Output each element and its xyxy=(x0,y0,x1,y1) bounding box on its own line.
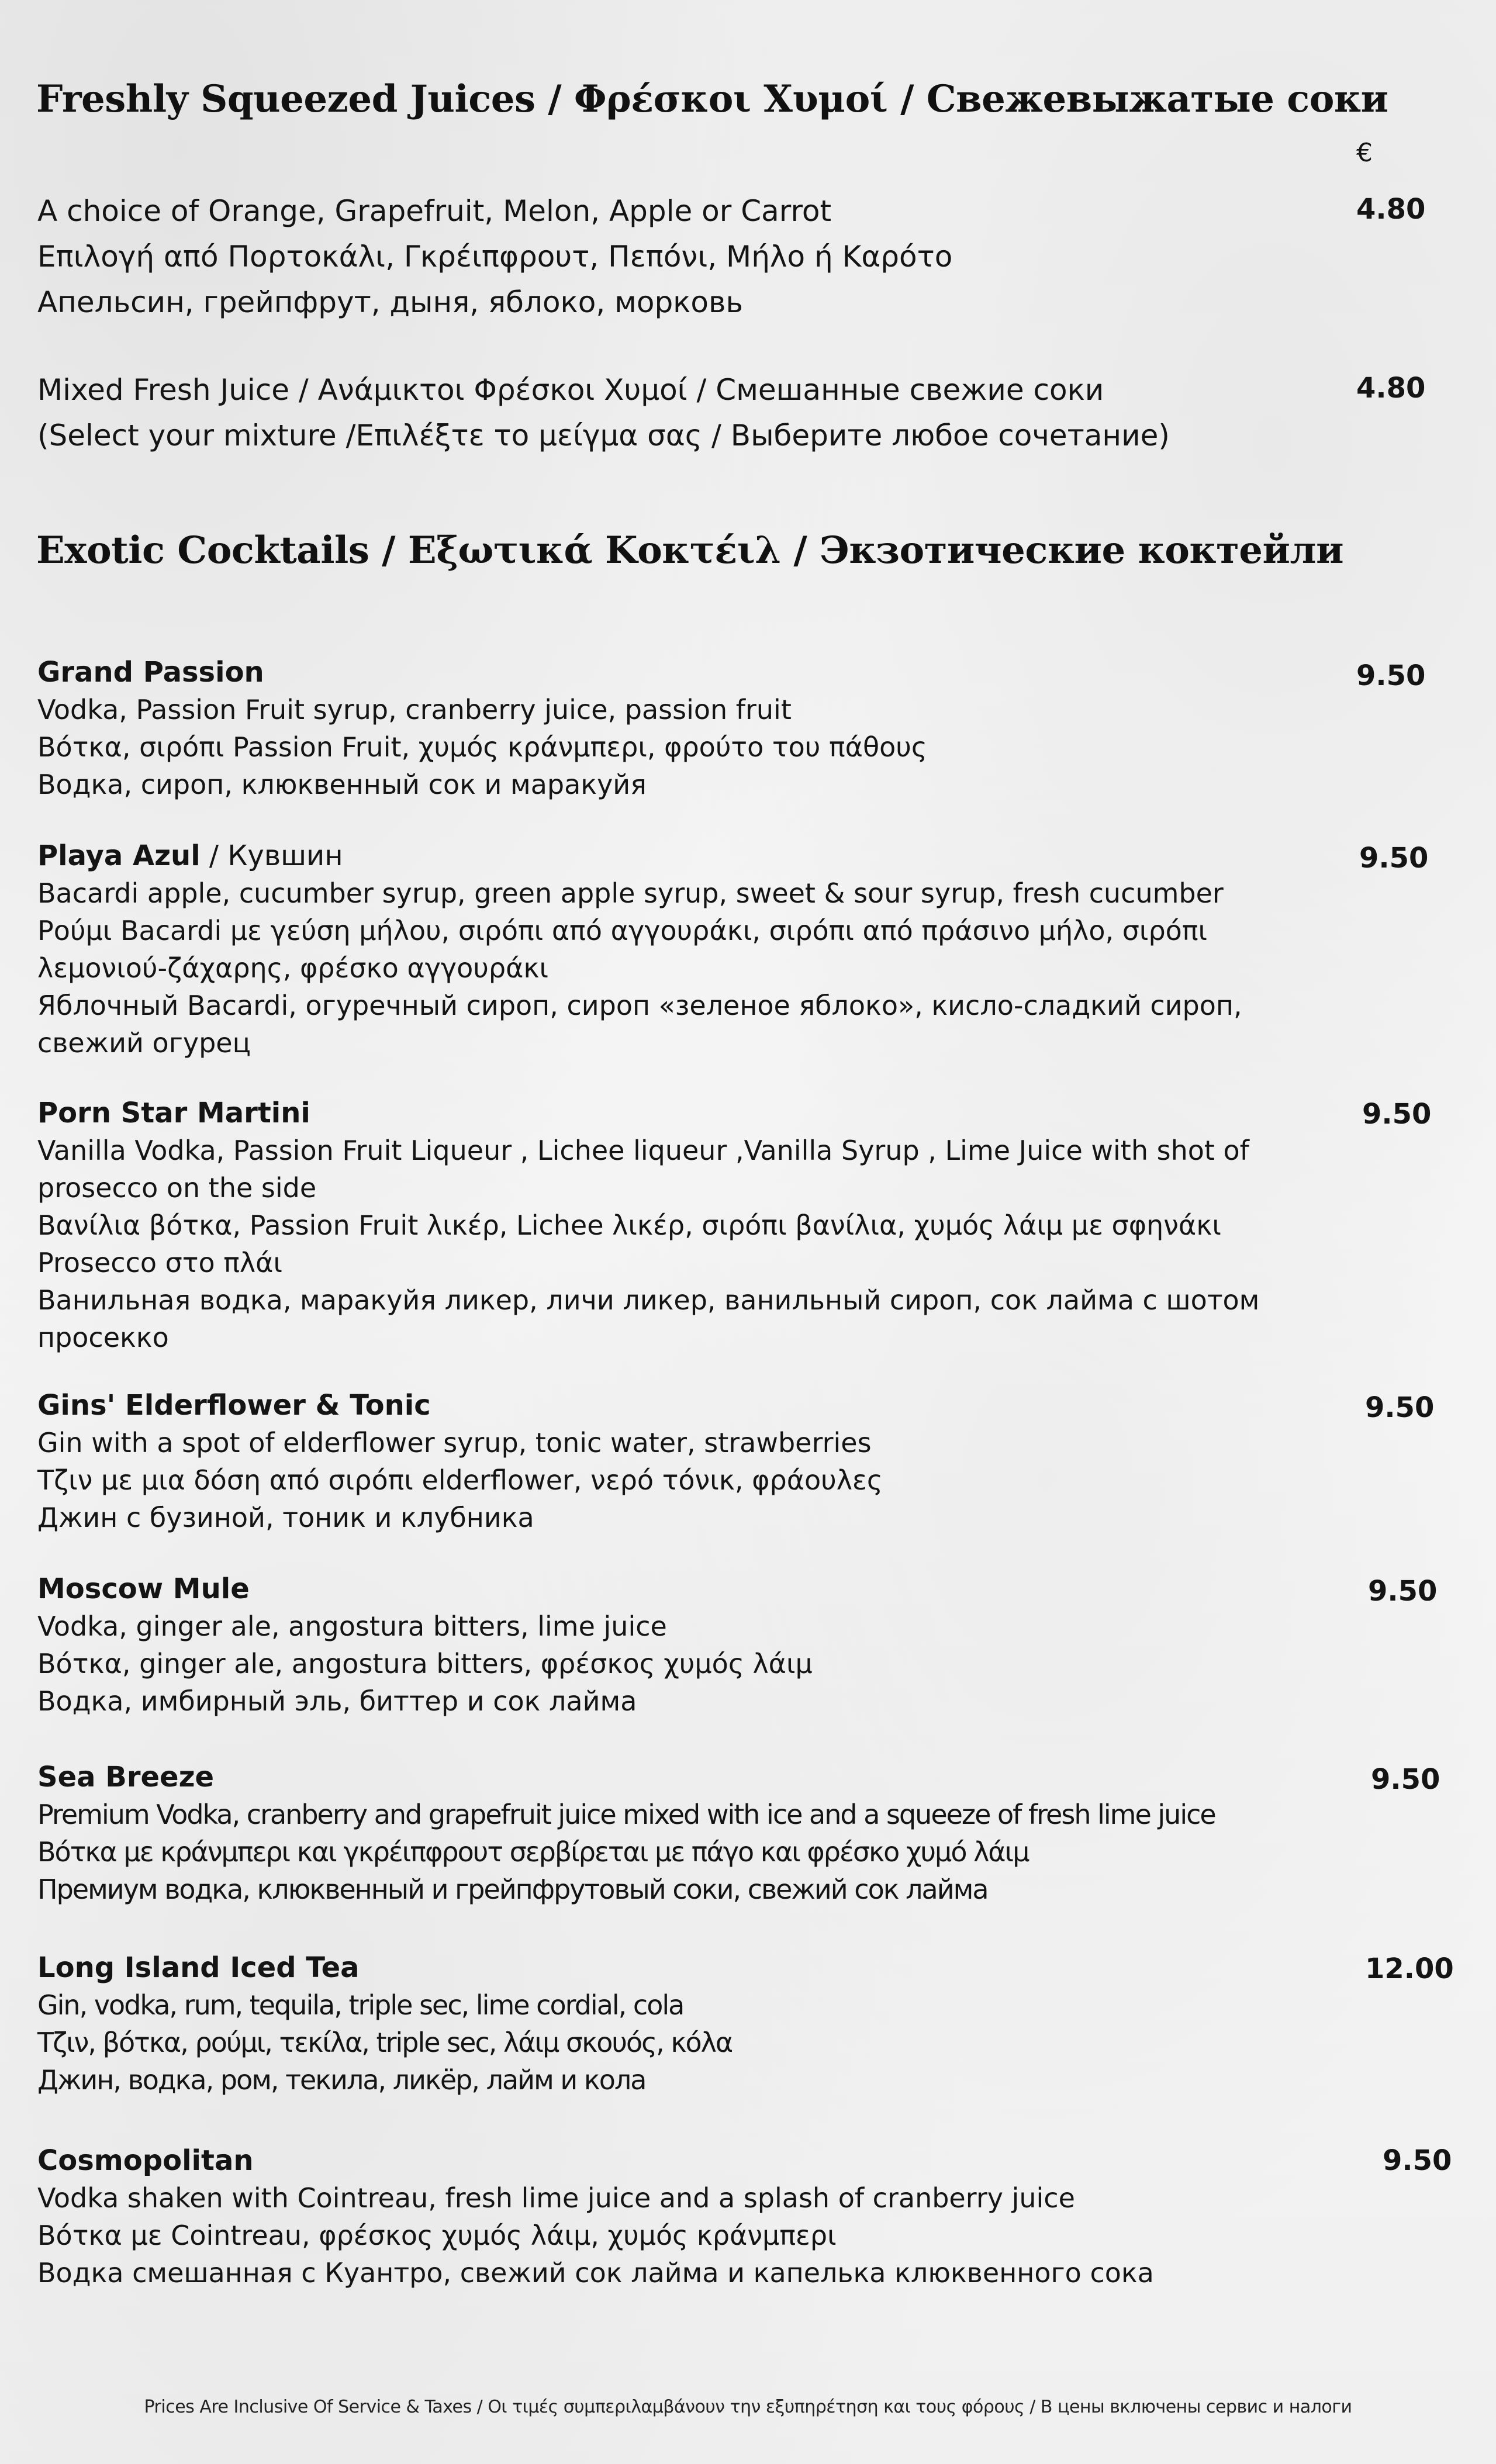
juice-line: (Select your mixture /Επιλέξτε το μείγμα σας / Выберите любое сочетание) xyxy=(37,419,1170,452)
cocktail-item xyxy=(37,1387,1359,1536)
cocktail-name xyxy=(37,1949,1359,1986)
cocktail-name xyxy=(37,2142,1359,2179)
cocktail-desc: λεμονιού-ζάχαρης, φρέσκο αγγουράκι xyxy=(37,952,549,984)
cocktail-desc: Водка смешанная с Куантро, свежий сок лайма и капелька клюквенного сока xyxy=(37,2257,1154,2289)
cocktail-desc: Премиум водка, клюквенный и грейпфрутовый соки, свежий сок лайма xyxy=(37,1874,988,1905)
cocktail-desc: Vodka, ginger ale, angostura bitters, lime juice xyxy=(37,1611,667,1642)
cocktail-name xyxy=(37,1758,1359,1796)
cocktail-name xyxy=(37,1570,1359,1608)
cocktail-desc: Ρούμι Bacardi με γεύση μήλου, σιρόπι από αγγουράκι, σιρόπι από πράσινο μήλο, σιρόπι xyxy=(37,915,1208,946)
cocktail-desc: Яблочный Bacardi, огуречный сироп, сироп «зеленое яблоко», кисло-сладкий сироп, xyxy=(37,990,1242,1021)
cocktail-item xyxy=(37,2142,1359,2292)
juice-price: 4.80 xyxy=(1356,372,1426,405)
cocktail-item xyxy=(37,837,1359,1062)
cocktail-desc: Vanilla Vodka, Passion Fruit Liqueur , Lichee liqueur ,Vanilla Syrup , Lime Juice with shot of xyxy=(37,1135,1249,1166)
cocktail-desc: Водка, имбирный эль, биттер и сок лайма xyxy=(37,1685,637,1717)
cocktail-desc: Водка, сироп, клюквенный сок и маракуйя xyxy=(37,769,647,800)
currency-symbol: € xyxy=(1356,138,1373,168)
footer-note: Prices Are Inclusive Of Service & Taxes / Οι τιμές συμπεριλαμβάνουν την εξυπηρέτηση και τους φόρους / В цены включены сервис и налоги xyxy=(144,2397,1352,2417)
cocktail-desc: просекко xyxy=(37,1322,169,1353)
juice-line: A choice of Orange, Grapefruit, Melon, Apple or Carrot xyxy=(37,194,832,228)
cocktail-name-text: Long Island Iced Tea xyxy=(37,1951,360,1984)
cocktail-desc: Gin with a spot of elderflower syrup, tonic water, strawberries xyxy=(37,1427,872,1459)
juices-heading: Freshly Squeezed Juices / Φρέσκοι Χυμοί / Свежевыжатые соки xyxy=(36,77,1388,121)
cocktail-price: 9.50 xyxy=(1365,1391,1435,1424)
cocktail-name xyxy=(37,1094,1359,1132)
cocktail-name xyxy=(37,654,1359,691)
cocktail-name xyxy=(37,837,1359,875)
juice-line: Mixed Fresh Juice / Ανάμικτοι Φρέσκοι Χυμοί / Смешанные свежие соки xyxy=(37,373,1104,407)
cocktail-desc: Βότκα με Cointreau, φρέσκος χυμός λάιμ, χυμός κράνμπερι xyxy=(37,2220,837,2251)
cocktail-desc: Джин с бузиной, тоник и клубника xyxy=(37,1502,534,1533)
cocktail-price: 9.50 xyxy=(1368,1575,1438,1608)
cocktail-name-text: Grand Passion xyxy=(37,656,264,689)
cocktail-name-text: Cosmopolitan xyxy=(37,2144,254,2177)
cocktail-name-text: Porn Star Martini xyxy=(37,1097,310,1129)
cocktail-desc: Βότκα, ginger ale, angostura bitters, φρέσκος χυμός λάιμ xyxy=(37,1648,813,1679)
cocktail-item xyxy=(37,1758,1359,1908)
cocktail-item xyxy=(37,1570,1359,1720)
cocktail-item xyxy=(37,1094,1359,1356)
juice-line: Апельсин, грейпфрут, дыня, яблоко, морковь xyxy=(37,285,743,319)
cocktail-desc: Βανίλια βότκα, Passion Fruit λικέρ, Lichee λικέρ, σιρόπι βανίλια, χυμός λάιμ με σφηνάκι xyxy=(37,1209,1221,1241)
cocktail-price: 9.50 xyxy=(1359,842,1429,875)
juice-price: 4.80 xyxy=(1356,193,1426,226)
cocktail-desc: Bacardi apple, cucumber syrup, green apple syrup, sweet & sour syrup, fresh cucumber xyxy=(37,877,1224,909)
cocktail-desc: свежий огурец xyxy=(37,1027,251,1059)
cocktail-item xyxy=(37,1949,1359,2099)
cocktail-price: 9.50 xyxy=(1362,1098,1432,1131)
cocktail-price: 9.50 xyxy=(1383,2144,1452,2177)
cocktail-price: 9.50 xyxy=(1356,659,1426,692)
cocktail-desc: Gin, vodka, rum, tequila, triple sec, lime cordial, cola xyxy=(37,1989,684,2021)
cocktail-name-text: Sea Breeze xyxy=(37,1761,215,1793)
cocktail-name-text: Playa Azul xyxy=(37,839,201,872)
juice-line: Επιλογή από Πορτοκάλι, Γκρέιπφρουτ, Πεπόνι, Μήλο ή Καρότο xyxy=(37,240,953,274)
cocktail-price: 9.50 xyxy=(1371,1763,1440,1796)
cocktail-name-text: Moscow Mule xyxy=(37,1573,250,1605)
cocktail-desc: Prosecco στο πλάι xyxy=(37,1247,283,1278)
cocktail-desc: Τζιν με μια δόση από σιρόπι elderflower, νερό τόνικ, φράουλες xyxy=(37,1464,883,1496)
cocktail-name-text: Gins' Elderflower & Tonic xyxy=(37,1389,431,1422)
cocktail-desc: prosecco on the side xyxy=(37,1172,317,1204)
cocktail-desc: Τζιν, βότκα, ρούμι, τεκίλα, triple sec, λάιμ σκουός, κόλα xyxy=(37,2027,733,2058)
juice-item-mixed xyxy=(37,367,1464,458)
cocktail-desc: Vodka, Passion Fruit syrup, cranberry juice, passion fruit xyxy=(37,694,792,725)
cocktail-desc: Premium Vodka, cranberry and grapefruit juice mixed with ice and a squeeze of fresh lime juice xyxy=(37,1799,1215,1830)
cocktail-name-suffix: / Кувшин xyxy=(200,839,343,872)
cocktail-item xyxy=(37,654,1359,803)
cocktail-name xyxy=(37,1387,1359,1424)
cocktail-desc: Βότκα με κράνμπερι και γκρέιπφρουτ σερβίρεται με πάγο και φρέσκο χυμό λάιμ xyxy=(37,1836,1029,1868)
cocktails-heading: Exotic Cocktails / Εξωτικά Κοκτέιλ / Экзотические коктейли xyxy=(36,528,1344,572)
cocktail-desc: Vodka shaken with Cointreau, fresh lime juice and a splash of cranberry juice xyxy=(37,2182,1075,2214)
cocktail-desc: Джин, водка, ром, текила, ликёр, лайм и кола xyxy=(37,2064,646,2096)
cocktail-desc: Βότκα, σιρόπι Passion Fruit, χυμός κράνμπερι, φρούτο του πάθους xyxy=(37,731,927,763)
cocktail-price: 12.00 xyxy=(1365,1952,1454,1985)
cocktail-desc: Ванильная водка, маракуйя ликер, личи ликер, ванильный сироп, сок лайма с шотом xyxy=(37,1284,1260,1316)
juice-item-choice xyxy=(37,188,1464,325)
